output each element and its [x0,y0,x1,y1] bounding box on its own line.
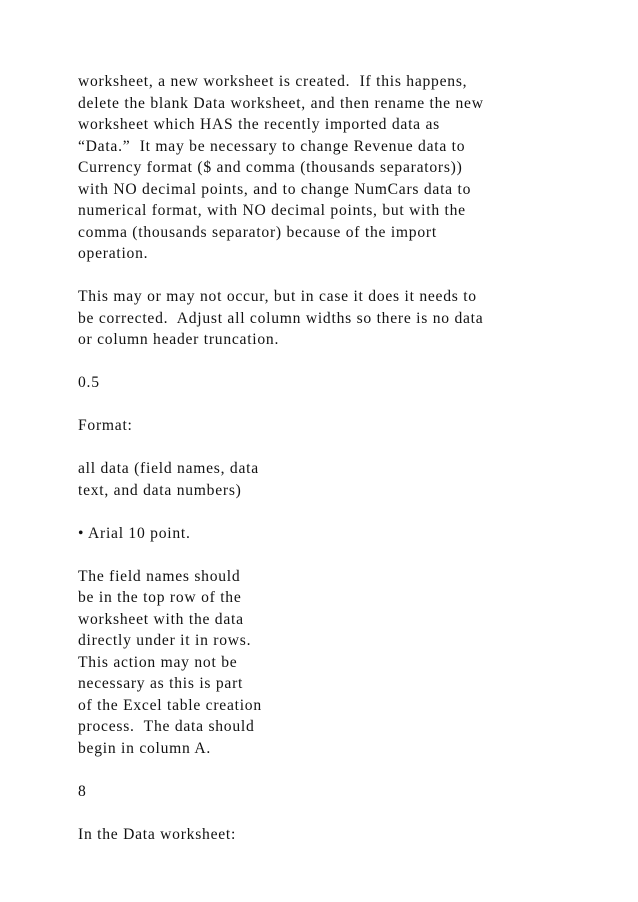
paragraph [78,415,484,437]
text-line: of the Excel table creation [78,696,262,714]
text-line: be in the top row of the [78,589,242,606]
text-line: numerical format, with NO decimal points, but with the [78,202,466,219]
paragraph [78,523,484,545]
document-body [78,71,484,867]
text-line: all data (field names, data [78,460,259,477]
text-line: worksheet with the data [78,610,244,628]
text-line: process. The data should [78,718,255,735]
text-line: Format: [78,417,133,434]
text-line: be corrected. Adjust all column widths so there is no data [78,309,484,327]
text-line: worksheet, a new worksheet is created. If this happens, [78,73,468,90]
paragraph [78,824,484,846]
text-line: This action may not be [78,653,238,671]
text-line: 0.5 [78,374,100,391]
text-line: delete the blank Data worksheet, and then rename the new [78,94,484,112]
text-line: “Data.” It may be necessary to change Revenue data to [78,137,466,155]
text-line: with NO decimal points, and to change NumCars data to [78,180,472,198]
text-line: This may or may not occur, but in case it does it needs to [78,288,477,305]
paragraph [78,286,484,351]
paragraph [78,781,484,803]
text-line: 8 [78,782,87,800]
text-line: Currency format ($ and comma (thousands separators)) [78,159,463,176]
text-line: • Arial 10 point. [78,524,191,542]
paragraph [78,372,484,394]
text-line: The field names should [78,567,241,585]
text-line: directly under it in rows. [78,632,252,649]
text-line: In the Data worksheet: [78,825,237,843]
text-line: or column header truncation. [78,331,280,348]
paragraph [78,458,484,501]
text-line: necessary as this is part [78,675,244,692]
paragraph [78,566,484,760]
text-line: operation. [78,245,149,262]
text-line: comma (thousands separator) because of the import [78,223,437,241]
text-line: worksheet which HAS the recently imported data as [78,116,440,133]
text-line: text, and data numbers) [78,481,242,499]
paragraph [78,71,484,265]
text-line: begin in column A. [78,739,212,757]
